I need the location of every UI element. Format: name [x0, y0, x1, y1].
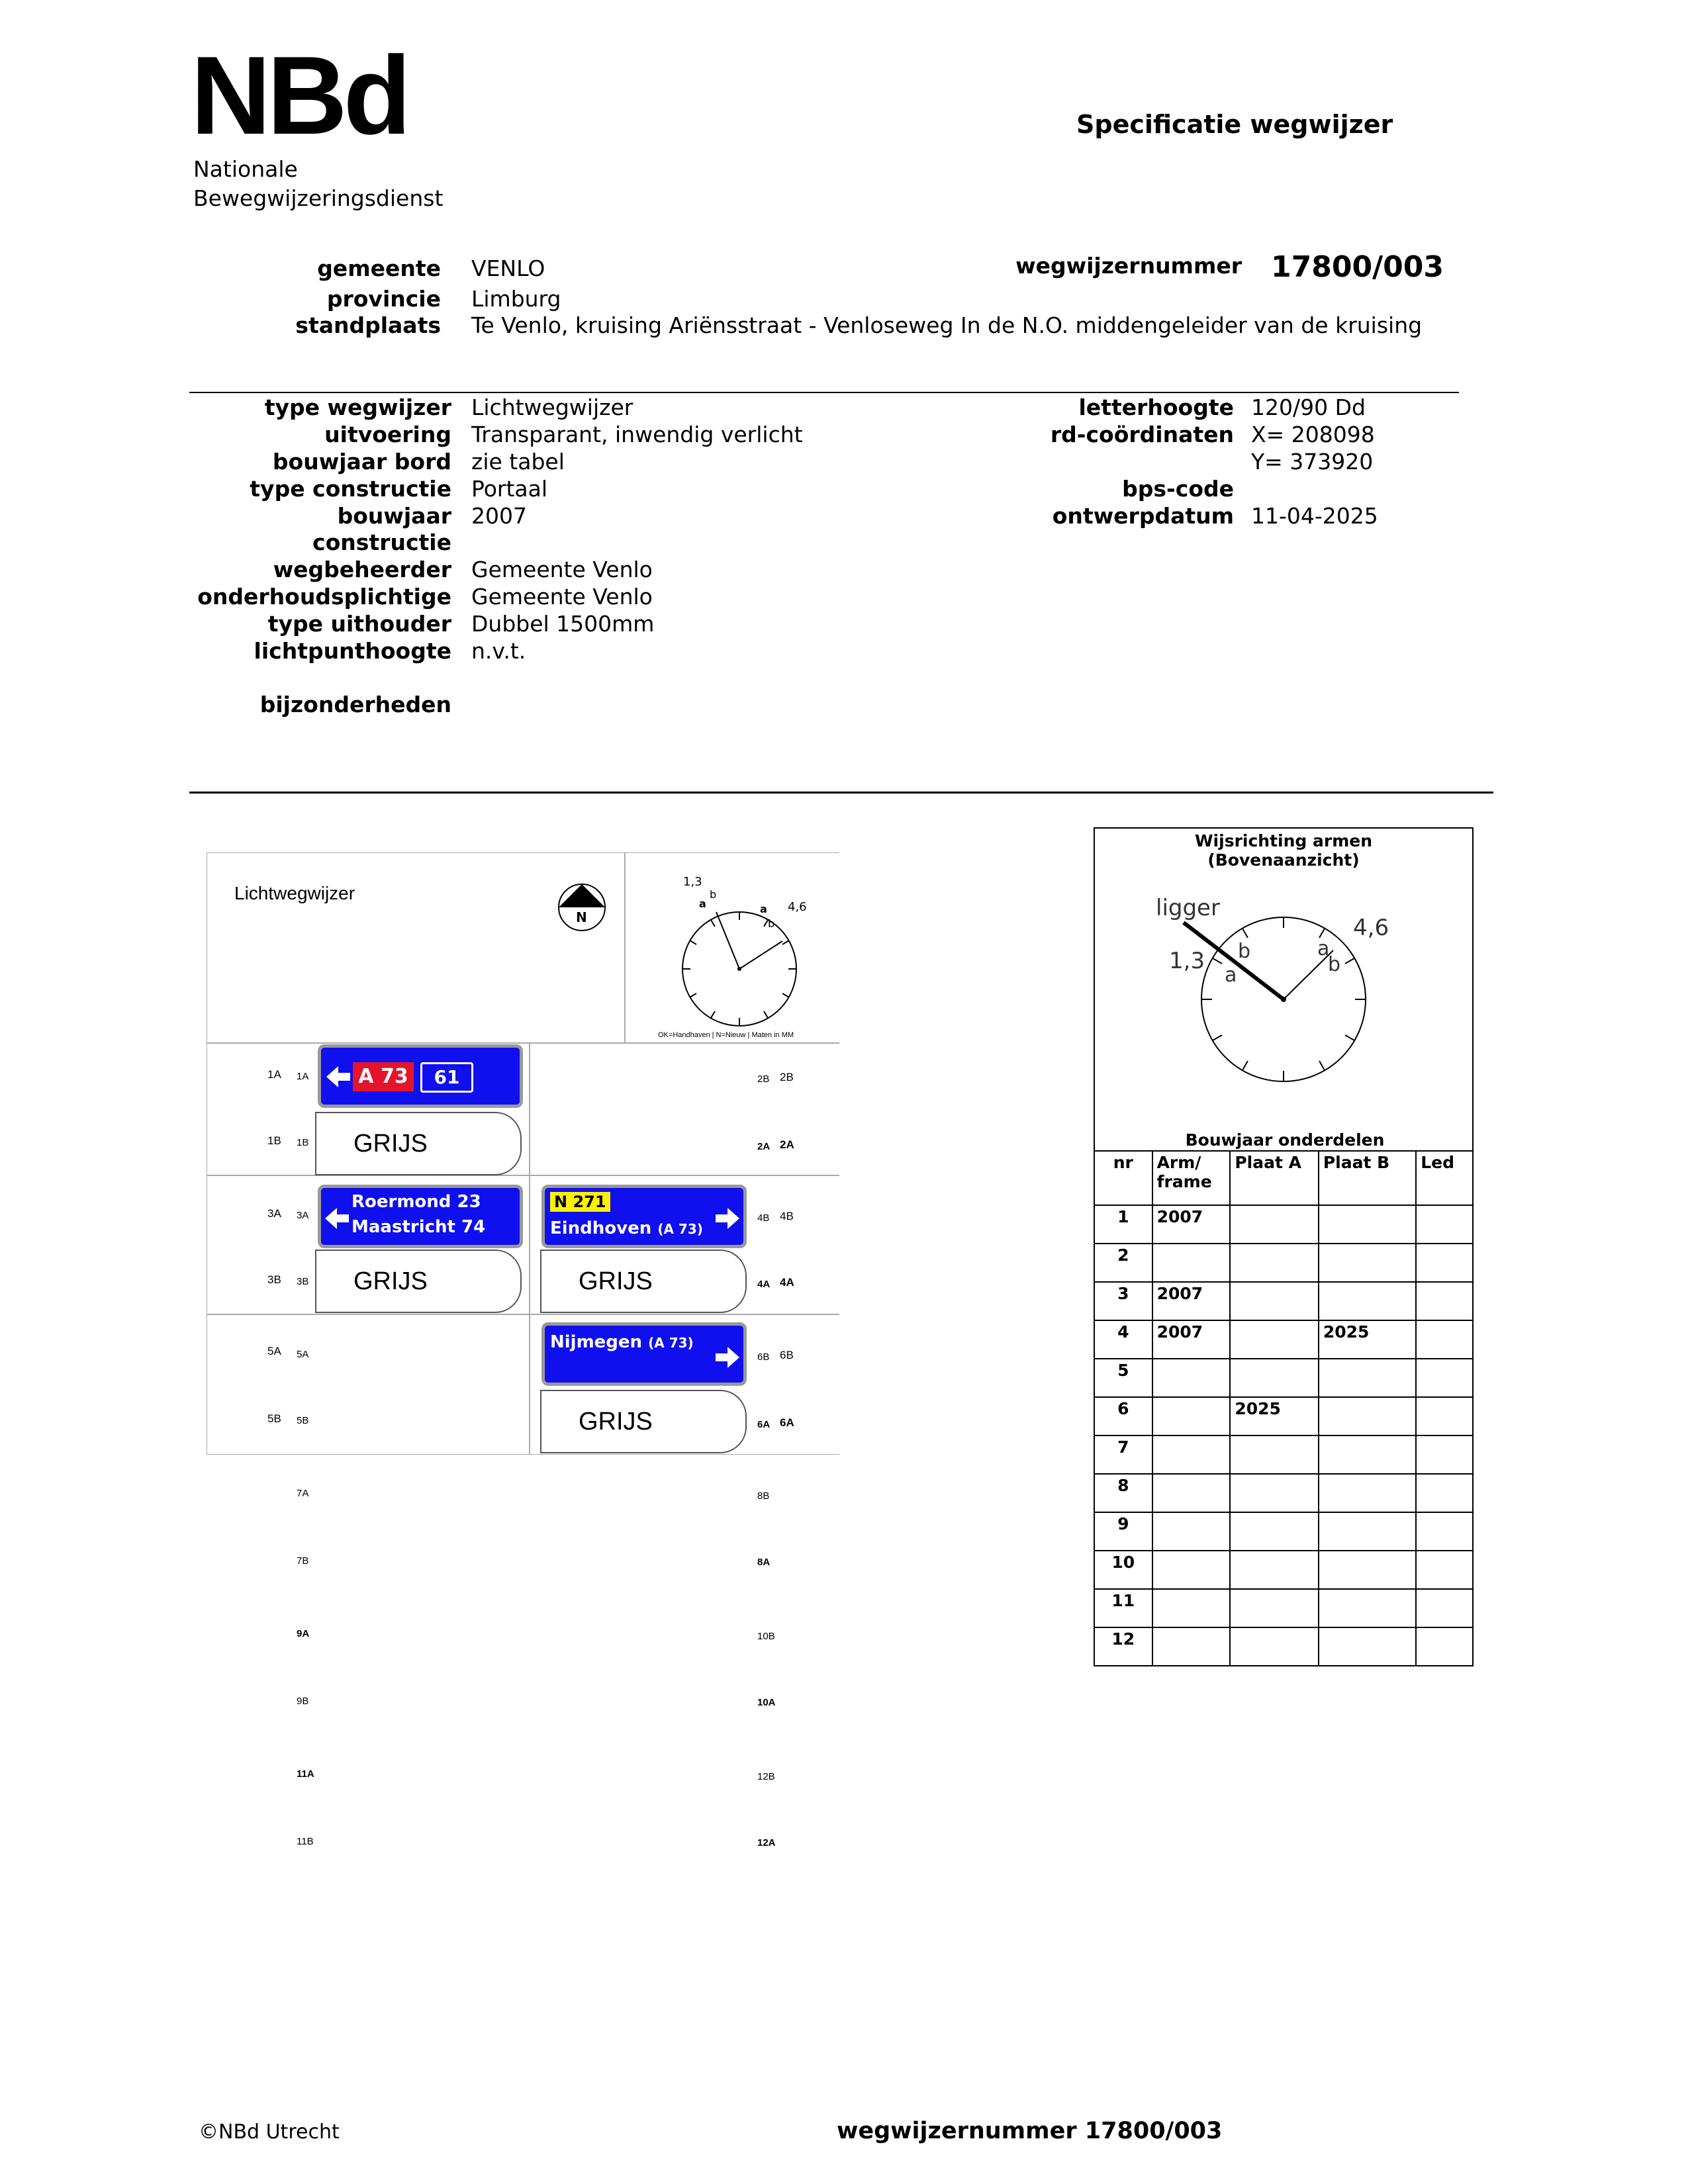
- divider-bottom: [189, 792, 1493, 794]
- wijsrichting-dial: [1095, 829, 1475, 1153]
- cell-8A: 8A: [757, 1557, 771, 1568]
- header-plaat-b: Plaat B: [1319, 1151, 1416, 1205]
- table-cell: 2007: [1152, 1205, 1231, 1244]
- cell-2A-outer: 2A: [780, 1138, 794, 1151]
- row-number: 12: [1094, 1627, 1152, 1666]
- cell-6B-outer: 6B: [780, 1349, 794, 1361]
- cell-11A: 11A: [297, 1768, 314, 1780]
- table-cell: [1152, 1627, 1231, 1666]
- table-cell: [1319, 1512, 1416, 1551]
- cell-4A-outer: 4A: [780, 1276, 794, 1289]
- bps-code-label: bps-code: [1122, 476, 1234, 502]
- sign-6B-line: [550, 1332, 694, 1352]
- cell-7B: 7B: [297, 1555, 309, 1567]
- row-number: 7: [1094, 1435, 1152, 1474]
- road-shield-a73: A 73: [353, 1062, 414, 1091]
- destination-nijmegen-via: (A 73): [648, 1335, 694, 1351]
- row-number: 5: [1094, 1359, 1152, 1397]
- table-cell: [1152, 1589, 1231, 1627]
- table-cell: [1152, 1551, 1231, 1589]
- type-uithouder-label: type uithouder: [267, 611, 451, 637]
- sign-1B-grijs: GRIJS: [315, 1112, 522, 1175]
- cell-1B-inner: 1B: [297, 1137, 309, 1148]
- table-cell: 2007: [1152, 1282, 1231, 1320]
- table-cell: [1319, 1474, 1416, 1512]
- rd-y-value: Y= 373920: [1251, 449, 1374, 475]
- sign-drawing: [207, 852, 839, 1455]
- bouwjaar-constructie-label-2: constructie: [312, 529, 451, 555]
- bouwjaar-constructie-value: 2007: [471, 503, 527, 529]
- table-cell: [1416, 1244, 1473, 1282]
- provincie-label: provincie: [326, 286, 441, 312]
- logo-subtitle: [193, 155, 443, 213]
- table-cell: [1230, 1435, 1319, 1474]
- table-row: [1094, 1627, 1473, 1666]
- ligger-label: ligger: [1156, 895, 1220, 921]
- table-cell: [1319, 1359, 1416, 1397]
- distance-roermond: 23: [457, 1192, 481, 1212]
- table-cell: [1319, 1282, 1416, 1320]
- road-shield-n271: N 271: [550, 1192, 610, 1212]
- cell-4A-inner: 4A: [757, 1279, 771, 1290]
- table-row: [1094, 1244, 1473, 1282]
- sign-3B-grijs: GRIJS: [315, 1250, 522, 1313]
- destination-nijmegen: Nijmegen: [550, 1332, 643, 1352]
- lichtpunthoogte-value: n.v.t.: [471, 638, 526, 664]
- small-dial-a2: a: [760, 903, 767, 915]
- uitvoering-label: uitvoering: [324, 422, 451, 447]
- rd-x-value: X= 208098: [1251, 422, 1375, 447]
- row-number: 11: [1094, 1589, 1152, 1627]
- provincie-value: Limburg: [471, 286, 561, 312]
- table-row: [1094, 1320, 1473, 1359]
- type-constructie-value: Portaal: [471, 476, 548, 502]
- footer-wegwijzernummer: wegwijzernummer 17800/003: [837, 2118, 1223, 2144]
- wijsrichting-subtitle: (Bovenaanzicht): [1207, 850, 1360, 870]
- cell-8B: 8B: [757, 1490, 770, 1502]
- drawing-legend: OK=Handhaven | N=Nieuw | Maten in MM: [658, 1031, 794, 1039]
- cell-5B-outer: 5B: [267, 1412, 281, 1425]
- wegbeheerder-value: Gemeente Venlo: [471, 557, 653, 582]
- cell-7A: 7A: [297, 1488, 309, 1499]
- table-cell: [1230, 1205, 1319, 1244]
- table-cell: [1230, 1512, 1319, 1551]
- table-cell: [1230, 1589, 1319, 1627]
- table-cell: [1416, 1435, 1473, 1474]
- table-cell: [1230, 1627, 1319, 1666]
- type-uithouder-value: Dubbel 1500mm: [471, 611, 655, 637]
- table-row: [1094, 1435, 1473, 1474]
- table-cell: [1230, 1282, 1319, 1320]
- table-row: [1094, 1205, 1473, 1244]
- bijzonderheden-label: bijzonderheden: [259, 692, 451, 717]
- table-cell: 2025: [1230, 1397, 1319, 1435]
- table-cell: [1416, 1397, 1473, 1435]
- arrow-right-icon: [714, 1345, 741, 1369]
- arm-b-left: b: [1238, 940, 1251, 963]
- table-cell: [1230, 1320, 1319, 1359]
- destination-eindhoven: Eindhoven: [550, 1218, 652, 1238]
- table-cell: [1416, 1205, 1473, 1244]
- cell-2B-inner: 2B: [757, 1073, 770, 1085]
- small-dial-value-13: 1,3: [683, 875, 702, 889]
- table-cell: [1152, 1474, 1231, 1512]
- table-cell: [1152, 1244, 1231, 1282]
- bouwjaar-table: [1094, 1150, 1474, 1666]
- table-cell: [1416, 1359, 1473, 1397]
- sign-4B: [541, 1185, 747, 1248]
- standplaats-value: Te Venlo, kruising Ariënsstraat - Venloseweg In de N.O. middengeleider van de kruising: [471, 312, 1423, 338]
- sign-3A: [318, 1185, 523, 1248]
- letterhoogte-label: letterhoogte: [1078, 394, 1234, 420]
- cell-3B-outer: 3B: [267, 1273, 281, 1286]
- sign-3A-line-1: [352, 1192, 481, 1212]
- standplaats-label: standplaats: [295, 312, 441, 338]
- cell-10B: 10B: [757, 1631, 775, 1642]
- table-row: [1094, 1551, 1473, 1589]
- cell-6A-inner: 6A: [757, 1419, 771, 1430]
- header-led: Led: [1416, 1151, 1473, 1205]
- table-row: [1094, 1359, 1473, 1397]
- bouwjaar-bord-label: bouwjaar bord: [272, 449, 451, 475]
- drawing-title: Lichtwegwijzer: [234, 883, 355, 903]
- destination-roermond: Roermond: [352, 1192, 451, 1212]
- cell-3A-inner: 3A: [297, 1210, 309, 1221]
- arm-value-13: 1,3: [1169, 948, 1205, 974]
- table-cell: [1319, 1551, 1416, 1589]
- table-cell: 2007: [1152, 1320, 1231, 1359]
- gemeente-value: VENLO: [471, 255, 545, 281]
- table-header-row: [1094, 1151, 1473, 1205]
- arrow-left-icon: [325, 1065, 352, 1089]
- north-arrow-icon: [556, 882, 608, 933]
- sign-4A-grijs: GRIJS: [540, 1250, 747, 1313]
- gemeente-label: gemeente: [317, 255, 441, 281]
- exit-number-61: 61: [420, 1062, 473, 1093]
- cell-1A-outer: 1A: [267, 1068, 281, 1081]
- wijsrichting-title: Wijsrichting armen: [1194, 831, 1373, 850]
- table-cell: [1319, 1397, 1416, 1435]
- destination-maastricht: Maastricht: [352, 1217, 455, 1237]
- table-row: [1094, 1512, 1473, 1551]
- distance-maastricht: 74: [461, 1217, 486, 1237]
- cell-6B-inner: 6B: [757, 1351, 770, 1363]
- cell-4B-outer: 4B: [780, 1210, 794, 1222]
- arm-value-46: 4,6: [1353, 915, 1389, 941]
- arm-b-right: b: [1328, 953, 1341, 976]
- table-cell: [1319, 1589, 1416, 1627]
- small-dial-a: a: [699, 897, 706, 910]
- wijsrichting-box: [1094, 827, 1474, 1152]
- cell-4B-inner: 4B: [757, 1212, 770, 1224]
- table-row: [1094, 1282, 1473, 1320]
- cell-9A: 9A: [297, 1628, 310, 1639]
- small-dial-value-46: 4,6: [788, 900, 807, 914]
- table-cell: [1152, 1435, 1231, 1474]
- letterhoogte-value: 120/90 Dd: [1251, 394, 1366, 420]
- logo-line-1: Nationale: [193, 156, 298, 182]
- table-cell: [1416, 1627, 1473, 1666]
- lichtpunthoogte-label: lichtpunthoogte: [254, 638, 451, 664]
- table-cell: [1416, 1589, 1473, 1627]
- type-wegwijzer-value: Lichtwegwijzer: [471, 394, 633, 420]
- divider-top: [189, 392, 1459, 393]
- table-cell: [1319, 1627, 1416, 1666]
- sign-1A: [318, 1044, 523, 1108]
- table-cell: [1152, 1397, 1231, 1435]
- wegwijzernummer-value: 17800/003: [1271, 250, 1444, 284]
- cell-3B-inner: 3B: [297, 1276, 309, 1287]
- row-number: 3: [1094, 1282, 1152, 1320]
- table-cell: [1416, 1474, 1473, 1512]
- header-plaat-a: Plaat A: [1230, 1151, 1319, 1205]
- cell-9B: 9B: [297, 1696, 309, 1707]
- row-number: 6: [1094, 1397, 1152, 1435]
- table-cell: [1416, 1512, 1473, 1551]
- document-title: Specificatie wegwijzer: [1076, 110, 1393, 139]
- table-cell: [1230, 1359, 1319, 1397]
- bouwjaar-title: Bouwjaar onderdelen: [1185, 1130, 1385, 1150]
- ontwerpdatum-value: 11-04-2025: [1251, 503, 1378, 529]
- cell-1B-outer: 1B: [267, 1134, 281, 1147]
- header-nr: nr: [1094, 1151, 1152, 1205]
- row-number: 4: [1094, 1320, 1152, 1359]
- onderhoudsplichtige-label: onderhoudsplichtige: [197, 584, 451, 610]
- arrow-left-icon: [324, 1206, 350, 1230]
- header-arm-frame: Arm/ frame: [1152, 1151, 1231, 1205]
- type-wegwijzer-label: type wegwijzer: [264, 394, 451, 420]
- arm-a-right: a: [1317, 937, 1330, 960]
- table-row: [1094, 1474, 1473, 1512]
- wegwijzernummer-label: wegwijzernummer: [1015, 253, 1242, 279]
- bouwjaar-bord-value: zie tabel: [471, 449, 565, 475]
- cell-3A-outer: 3A: [267, 1207, 281, 1220]
- table-cell: [1416, 1551, 1473, 1589]
- table-cell: [1319, 1244, 1416, 1282]
- footer-copyright: ©NBd Utrecht: [199, 2120, 340, 2144]
- table-cell: [1416, 1282, 1473, 1320]
- cell-11B: 11B: [297, 1836, 314, 1847]
- cell-1A-inner: 1A: [297, 1071, 309, 1082]
- table-cell: [1230, 1474, 1319, 1512]
- small-direction-dial: [670, 876, 816, 1028]
- rd-coordinaten-label: rd-coördinaten: [1050, 422, 1234, 447]
- table-cell: [1319, 1205, 1416, 1244]
- type-constructie-label: type constructie: [250, 476, 451, 502]
- table-row: [1094, 1589, 1473, 1627]
- small-dial-b: b: [710, 888, 717, 901]
- cell-10A: 10A: [757, 1697, 776, 1708]
- ontwerpdatum-label: ontwerpdatum: [1052, 503, 1234, 529]
- cell-12B: 12B: [757, 1771, 775, 1782]
- cell-5A-inner: 5A: [297, 1349, 309, 1360]
- row-number: 2: [1094, 1244, 1152, 1282]
- nbd-logo: NBd: [191, 33, 408, 158]
- sign-3A-line-2: [352, 1217, 485, 1237]
- logo-line-2: Bewegwijzeringsdienst: [193, 185, 444, 211]
- table-row: [1094, 1397, 1473, 1435]
- sign-4B-line: [550, 1218, 703, 1238]
- onderhoudsplichtige-value: Gemeente Venlo: [471, 584, 653, 610]
- table-cell: [1152, 1512, 1231, 1551]
- row-number: 9: [1094, 1512, 1152, 1551]
- bouwjaar-constructie-label-1: bouwjaar: [337, 503, 451, 529]
- cell-12A: 12A: [757, 1837, 776, 1848]
- table-cell: 2025: [1319, 1320, 1416, 1359]
- row-number: 10: [1094, 1551, 1152, 1589]
- cell-5B-inner: 5B: [297, 1415, 309, 1426]
- north-label: N: [576, 909, 587, 925]
- table-cell: [1416, 1320, 1473, 1359]
- cell-2A-inner: 2A: [757, 1141, 771, 1152]
- sign-6B: [541, 1322, 747, 1386]
- table-cell: [1319, 1435, 1416, 1474]
- row-number: 8: [1094, 1474, 1152, 1512]
- wegbeheerder-label: wegbeheerder: [273, 557, 451, 582]
- destination-eindhoven-via: (A 73): [657, 1221, 703, 1237]
- uitvoering-value: Transparant, inwendig verlicht: [471, 422, 803, 447]
- cell-2B-outer: 2B: [780, 1071, 794, 1083]
- table-cell: [1230, 1551, 1319, 1589]
- cell-6A-outer: 6A: [780, 1416, 794, 1429]
- sign-6A-grijs: GRIJS: [540, 1390, 747, 1453]
- table-cell: [1152, 1359, 1231, 1397]
- small-dial-b2: b: [768, 917, 775, 930]
- cell-5A-outer: 5A: [267, 1345, 281, 1357]
- table-cell: [1230, 1244, 1319, 1282]
- arm-a-left: a: [1225, 964, 1237, 987]
- arrow-right-icon: [714, 1206, 741, 1230]
- row-number: 1: [1094, 1205, 1152, 1244]
